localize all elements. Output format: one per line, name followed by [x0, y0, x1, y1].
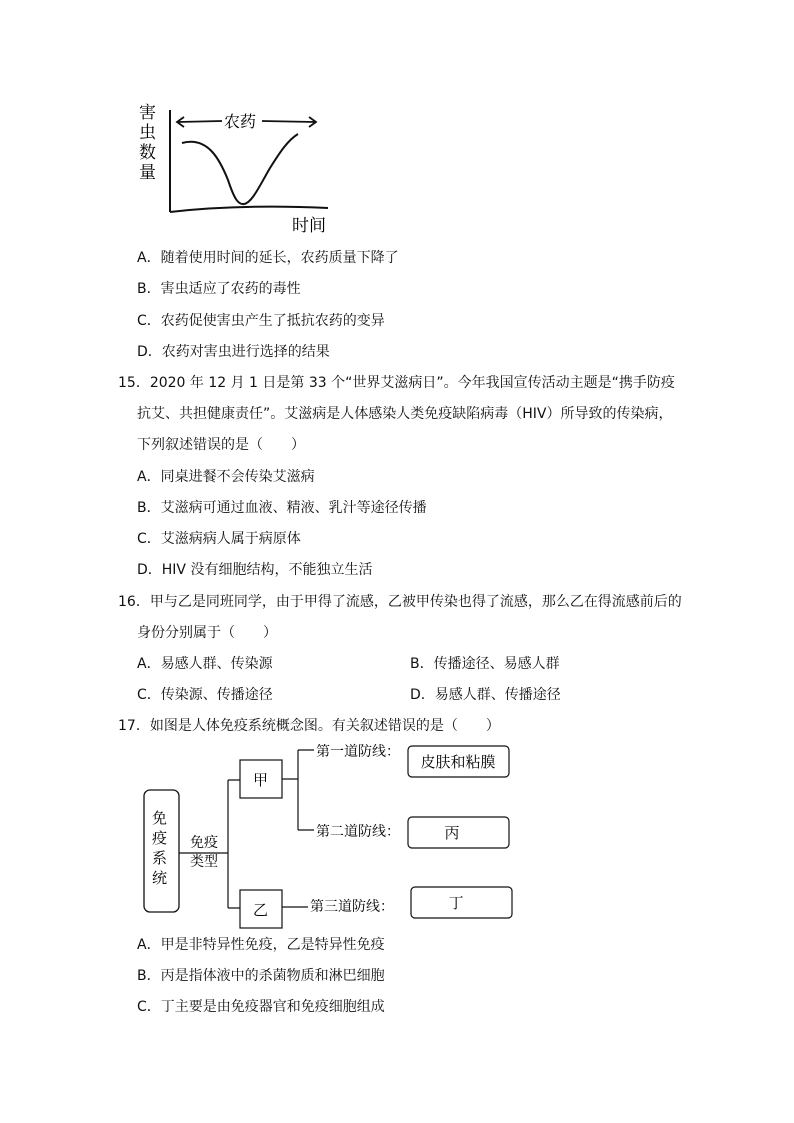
y-label-char: 虫	[139, 123, 156, 143]
q15-option-d: D．HIV 没有细胞结构，不能独立生活	[137, 562, 373, 578]
y-label-char: 量	[139, 163, 156, 183]
first-line-label: 第一道防线：	[316, 744, 400, 760]
q16-option-d: D．易感人群、传播途径	[410, 687, 561, 703]
q14-option-c: C．农药促使害虫产生了抵抗农药的变异	[137, 313, 385, 329]
jia-label: 甲	[253, 771, 269, 789]
system-char: 系	[152, 849, 168, 867]
q15-stem-line1: 15．2020 年 12 月 1 日是第 33 个“世界艾滋病日”。今年我国宣传活动主题是“携手防疫	[118, 375, 675, 391]
immune-system-diagram	[138, 740, 518, 930]
first-line-box-text: 皮肤和粘膜	[420, 753, 496, 771]
x-axis	[170, 207, 328, 212]
q15-option-b: B．艾滋病可通过血液、精液、乳汁等途径传播	[137, 500, 427, 516]
q16-stem-line2: 身份分别属于（ ）	[137, 625, 277, 641]
q14-option-d: D．农药对害虫进行选择的结果	[137, 344, 330, 360]
third-line-box-text: 丁	[448, 894, 464, 912]
q15-option-c: C．艾滋病病人属于病原体	[137, 531, 301, 547]
system-char: 免	[152, 809, 168, 827]
pest-population-graph	[130, 100, 350, 235]
q16-option-c: C．传染源、传播途径	[137, 687, 273, 703]
pest-curve	[182, 134, 298, 204]
x-label: 时间	[292, 216, 326, 235]
arrow-label: 农药	[224, 112, 257, 131]
q16-stem-line1: 16．甲与乙是同班同学，由于甲得了流感，乙被甲传染也得了流感，那么乙在得流感前后的	[118, 594, 682, 610]
q16-option-b: B．传播途径、易感人群	[410, 656, 560, 672]
type-label-line2: 类型	[190, 854, 218, 870]
connector-jia	[282, 750, 314, 830]
second-line-label: 第二道防线：	[316, 824, 400, 840]
yi-label: 乙	[253, 901, 269, 919]
q14-option-a: A．随着使用时间的延长，农药质量下降了	[137, 250, 399, 266]
q15-stem-line3: 下列叙述错误的是（ ）	[137, 437, 305, 453]
third-line-label: 第三道防线：	[310, 899, 394, 915]
y-label-char: 害	[139, 103, 156, 123]
q17-stem: 17．如图是人体免疫系统概念图。有关叙述错误的是（ ）	[118, 718, 500, 734]
q14-option-b: B．害虫适应了农药的毒性	[137, 281, 301, 297]
second-line-box-text: 丙	[444, 824, 460, 842]
q15-stem-line2: 抗艾、共担健康责任”。艾滋病是人体感染人类免疫缺陷病毒（HIV）所导致的传染病，	[137, 406, 673, 422]
q15-option-a: A．同桌进餐不会传染艾滋病	[137, 469, 315, 485]
q17-option-b: B．丙是指体液中的杀菌物质和淋巴细胞	[137, 968, 385, 984]
y-label-char: 数	[139, 143, 156, 163]
q17-option-c: C．丁主要是由免疫器官和免疫细胞组成	[137, 999, 385, 1015]
q17-option-a: A．甲是非特异性免疫，乙是特异性免疫	[137, 937, 385, 953]
system-char: 统	[152, 869, 168, 887]
q16-option-a: A．易感人群、传染源	[137, 656, 273, 672]
system-char: 疫	[152, 829, 168, 847]
connector-bracket	[228, 780, 240, 908]
type-label-line1: 免疫	[190, 835, 218, 851]
